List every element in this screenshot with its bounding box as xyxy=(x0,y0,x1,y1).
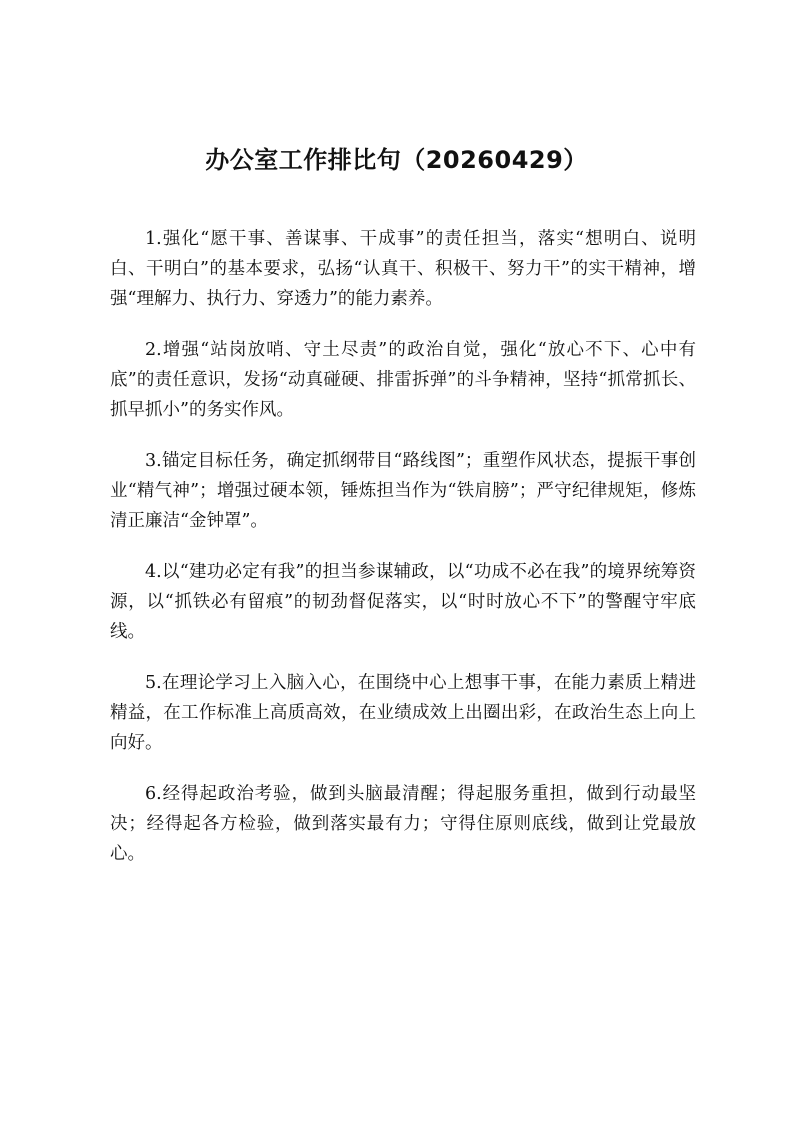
paragraph-4: 4.以“建功必定有我”的担当参谋辅政，以“功成不必在我”的境界统筹资源，以“抓铁必有留痕”的韧劲督促落实，以“时时放心不下”的警醒守牢底线。 xyxy=(110,562,696,642)
paragraph-3: 3.锚定目标任务，确定抓纲带目“路线图”；重塑作风状态，提振干事创业“精气神”；增强过硬本领，锤炼担当作为“铁肩膀”；严守纪律规矩，修炼清正廉洁“金钟罩”。 xyxy=(110,451,696,531)
paragraph-5: 5.在理论学习上入脑入心，在围绕中心上想事干事，在能力素质上精进精益，在工作标准上高质高效，在业绩成效上出圈出彩，在政治生态上向上向好。 xyxy=(110,673,696,753)
paragraph-6: 6.经得起政治考验，做到头脑最清醒；得起服务重担，做到行动最坚决；经得起各方检验，做到落实最有力；守得住原则底线，做到让党最放心。 xyxy=(110,784,696,864)
paragraph-1: 1.强化“愿干事、善谋事、干成事”的责任担当，落实“想明白、说明白、干明白”的基本要求，弘扬“认真干、积极干、努力干”的实干精神，增强“理解力、执行力、穿透力”的能力素养。 xyxy=(110,229,696,309)
document-body xyxy=(110,224,696,890)
document-title: 办公室工作排比句（20260429） xyxy=(205,146,588,174)
paragraph-2: 2.增强“站岗放哨、守土尽责”的政治自觉，强化“放心不下、心中有底”的责任意识，发扬“动真碰硬、排雷拆弹”的斗争精神，坚持“抓常抓长、抓早抓小”的务实作风。 xyxy=(110,340,696,420)
